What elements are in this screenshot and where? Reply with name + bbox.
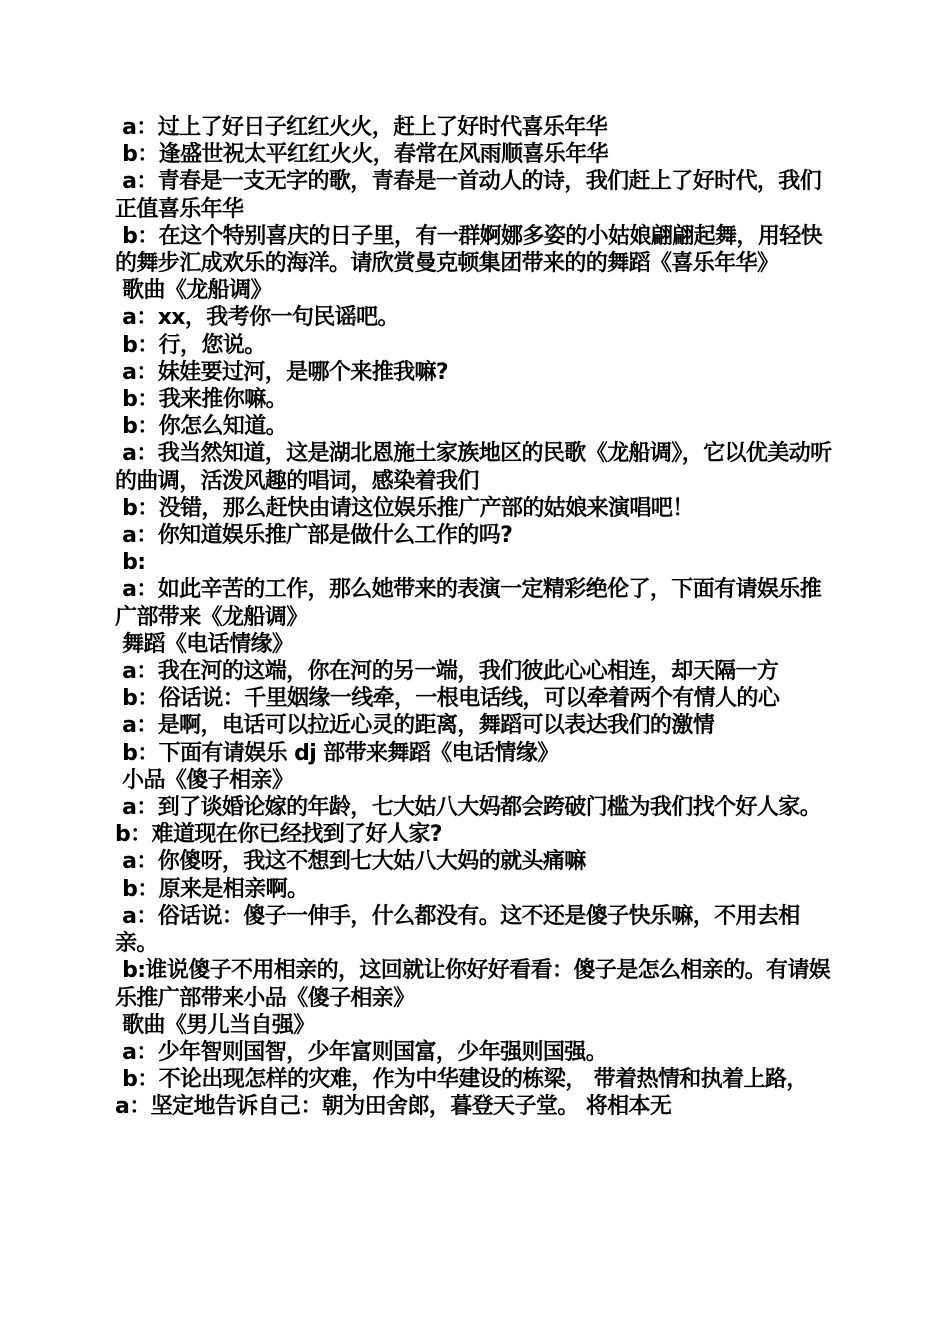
script-line: b：下面有请娱乐 dj 部带来舞蹈《电话情缘》 — [115, 740, 559, 766]
script-line: b: — [115, 550, 146, 576]
script-line: b：我来推你嘛。 — [115, 387, 288, 413]
script-line: b：逢盛世祝太平红红火火，春常在风雨顺喜乐年华 — [115, 142, 609, 168]
script-line: a：到了谈婚论嫁的年龄，七大姑八大妈都会跨破门槛为我们找个好人家。 b：难道现在你已经找到了好人家? — [115, 795, 829, 848]
script-line: a：我当然知道，这是湖北恩施土家族地区的民歌《龙船调》，它以优美动听的曲调，活泼风趣的唱词，感染着我们 — [115, 441, 832, 494]
script-line: a：过上了好日子红红火火，赶上了好时代喜乐年华 — [115, 115, 608, 140]
script-line: a：你傻呀，我这不想到七大姑八大妈的就头痛嘛 — [115, 849, 586, 875]
script-line: b:谁说傻子不用相亲的，这回就让你好好看看：傻子是怎么相亲的。有请娱乐推广部带来小品《傻子相亲》 — [115, 958, 831, 1011]
script-line: 小品《傻子相亲》 — [115, 767, 294, 793]
script-line: a：俗话说：傻子一伸手，什么都没有。这不还是傻子快乐嘛，不用去相亲。 — [115, 903, 800, 957]
script-line: a：少年智则国智，少年富则国富，少年强则国强。 — [115, 1039, 608, 1065]
script-line: b：行，您说。 — [115, 332, 266, 358]
script-line: a：我在河的这端，你在河的另一端，我们彼此心心相连，却天隔一方 — [115, 659, 779, 685]
script-line: b：在这个特别喜庆的日子里，有一群婀娜多姿的小姑娘翩翩起舞，用轻快的舞步汇成欢乐的海洋。请欣赏曼克顿集团带来的的舞蹈《喜乐年华》 — [115, 223, 823, 277]
script-line: 舞蹈《电话情缘》 — [115, 631, 294, 657]
script-line: a：xx，我考你一句民谣吧。 — [115, 305, 399, 331]
script-line: 歌曲《龙船调》 — [115, 278, 272, 304]
script-line: a：如此辛苦的工作，那么她带来的表演一定精彩绝伦了，下面有请娱乐推广部带来《龙船调》 — [115, 577, 822, 630]
script-line: a：青春是一支无字的歌，青春是一首动人的诗，我们赶上了好时代，我们正值喜乐年华 — [115, 169, 822, 222]
script-line: b：没错，那么赶快由请这位娱乐推广产部的姑娘来演唱吧！ — [115, 495, 694, 521]
script-line: b：原来是相亲啊。 — [115, 876, 309, 902]
script-line: b：你怎么知道。 — [115, 414, 288, 440]
script-line: 歌曲《男儿当自强》 — [115, 1012, 315, 1038]
document-body — [115, 114, 835, 1121]
script-line: a：你知道娱乐推广部是做什么工作的吗? — [115, 523, 513, 549]
script-line: a：是啊，电话可以拉近心灵的距离，舞蹈可以表达我们的激情 — [115, 713, 715, 739]
script-line: a：妹娃要过河，是哪个来推我嘛? — [115, 359, 449, 385]
script-line: b：俗话说：千里姻缘一线牵，一根电话线，可以牵着两个有情人的心 — [115, 686, 780, 712]
script-line: b：不论出现怎样的灾难，作为中华建设的栋梁， 带着热情和执着上路， a：坚定地告诉自己：朝为田舍郎，暮登天子堂。 将相本无 — [115, 1067, 815, 1120]
